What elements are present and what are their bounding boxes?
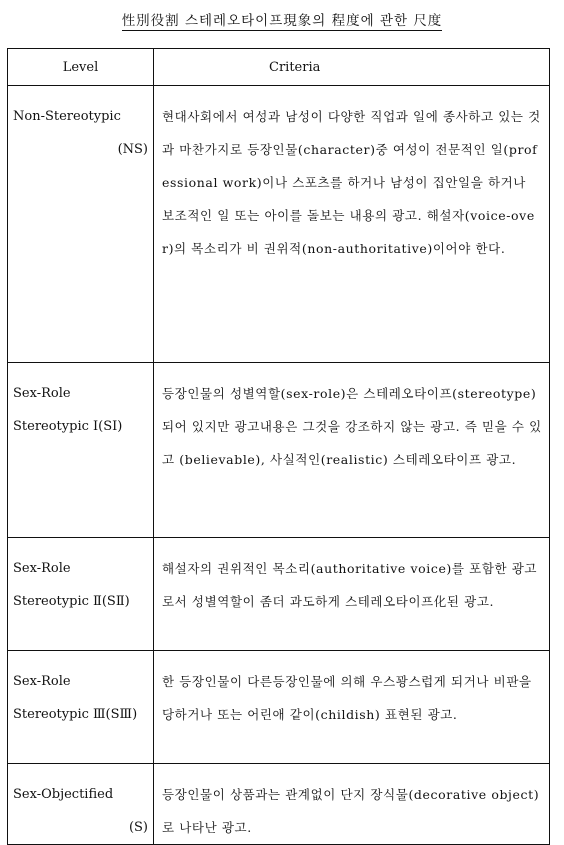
level-cell xyxy=(8,651,154,764)
level-cell xyxy=(8,538,154,651)
level-name: Sex-Role xyxy=(13,674,71,689)
header-row xyxy=(8,49,550,86)
level-name: Sex-Role xyxy=(13,386,71,401)
level-column-header: Level xyxy=(8,49,154,86)
table-row xyxy=(8,651,550,764)
table-row xyxy=(8,86,550,363)
level-code: (NS) xyxy=(117,142,148,157)
table-row xyxy=(8,538,550,651)
level-code: Stereotypic Ⅲ(SⅢ) xyxy=(13,707,138,722)
criteria-cell: 해설자의 권위적인 목소리(authoritative voice)를 포함한 광고로서 성별역할이 좀더 과도하게 스테레오타이프化된 광고. xyxy=(154,538,550,651)
level-cell xyxy=(8,764,154,845)
level-cell xyxy=(8,363,154,538)
level-code: Stereotypic Ⅰ(SⅠ) xyxy=(13,419,123,434)
table-row xyxy=(8,363,550,538)
level-name: Sex-Objectified xyxy=(13,787,114,802)
level-code: Stereotypic Ⅱ(SⅡ) xyxy=(13,594,130,609)
table-row xyxy=(8,764,550,845)
criteria-cell: 현대사회에서 여성과 남성이 다양한 직업과 일에 종사하고 있는 것과 마찬가지로 등장인물(character)중 여성이 전문적인 일(professional work)이나 스포츠를 하거나 남성이 집안일을 하거나 보조적인 일 또는 아이를 돌보는 내용의 광고. 해설자(voice-over)의 목소리가 비 권위적(non-authoritative)이어야 한다. xyxy=(154,86,550,363)
level-name: Sex-Role xyxy=(13,561,71,576)
stereotype-scale-table xyxy=(7,48,550,845)
criteria-column-header: Criteria xyxy=(154,49,550,86)
criteria-cell: 등장인물이 상품과는 관계없이 단지 장식물(decorative object)로 나타난 광고. xyxy=(154,764,550,845)
criteria-cell: 등장인물의 성별역할(sex-role)은 스테레오타이프(stereotype)되어 있지만 광고내용은 그것을 강조하지 않는 광고. 즉 믿을 수 있고 (believable), 사실적인(realistic) 스테레오타이프 광고. xyxy=(154,363,550,538)
level-cell xyxy=(8,86,154,363)
table-title: 性別役割 스테레오타이프現象의 程度에 관한 尺度 xyxy=(121,13,443,29)
level-code: (S) xyxy=(128,820,148,835)
criteria-cell: 한 등장인물이 다른등장인물에 의해 우스꽝스럽게 되거나 비판을 당하거나 또는 어린애 같이(childish) 표현된 광고. xyxy=(154,651,550,764)
level-name: Non-Stereotypic xyxy=(13,109,121,124)
